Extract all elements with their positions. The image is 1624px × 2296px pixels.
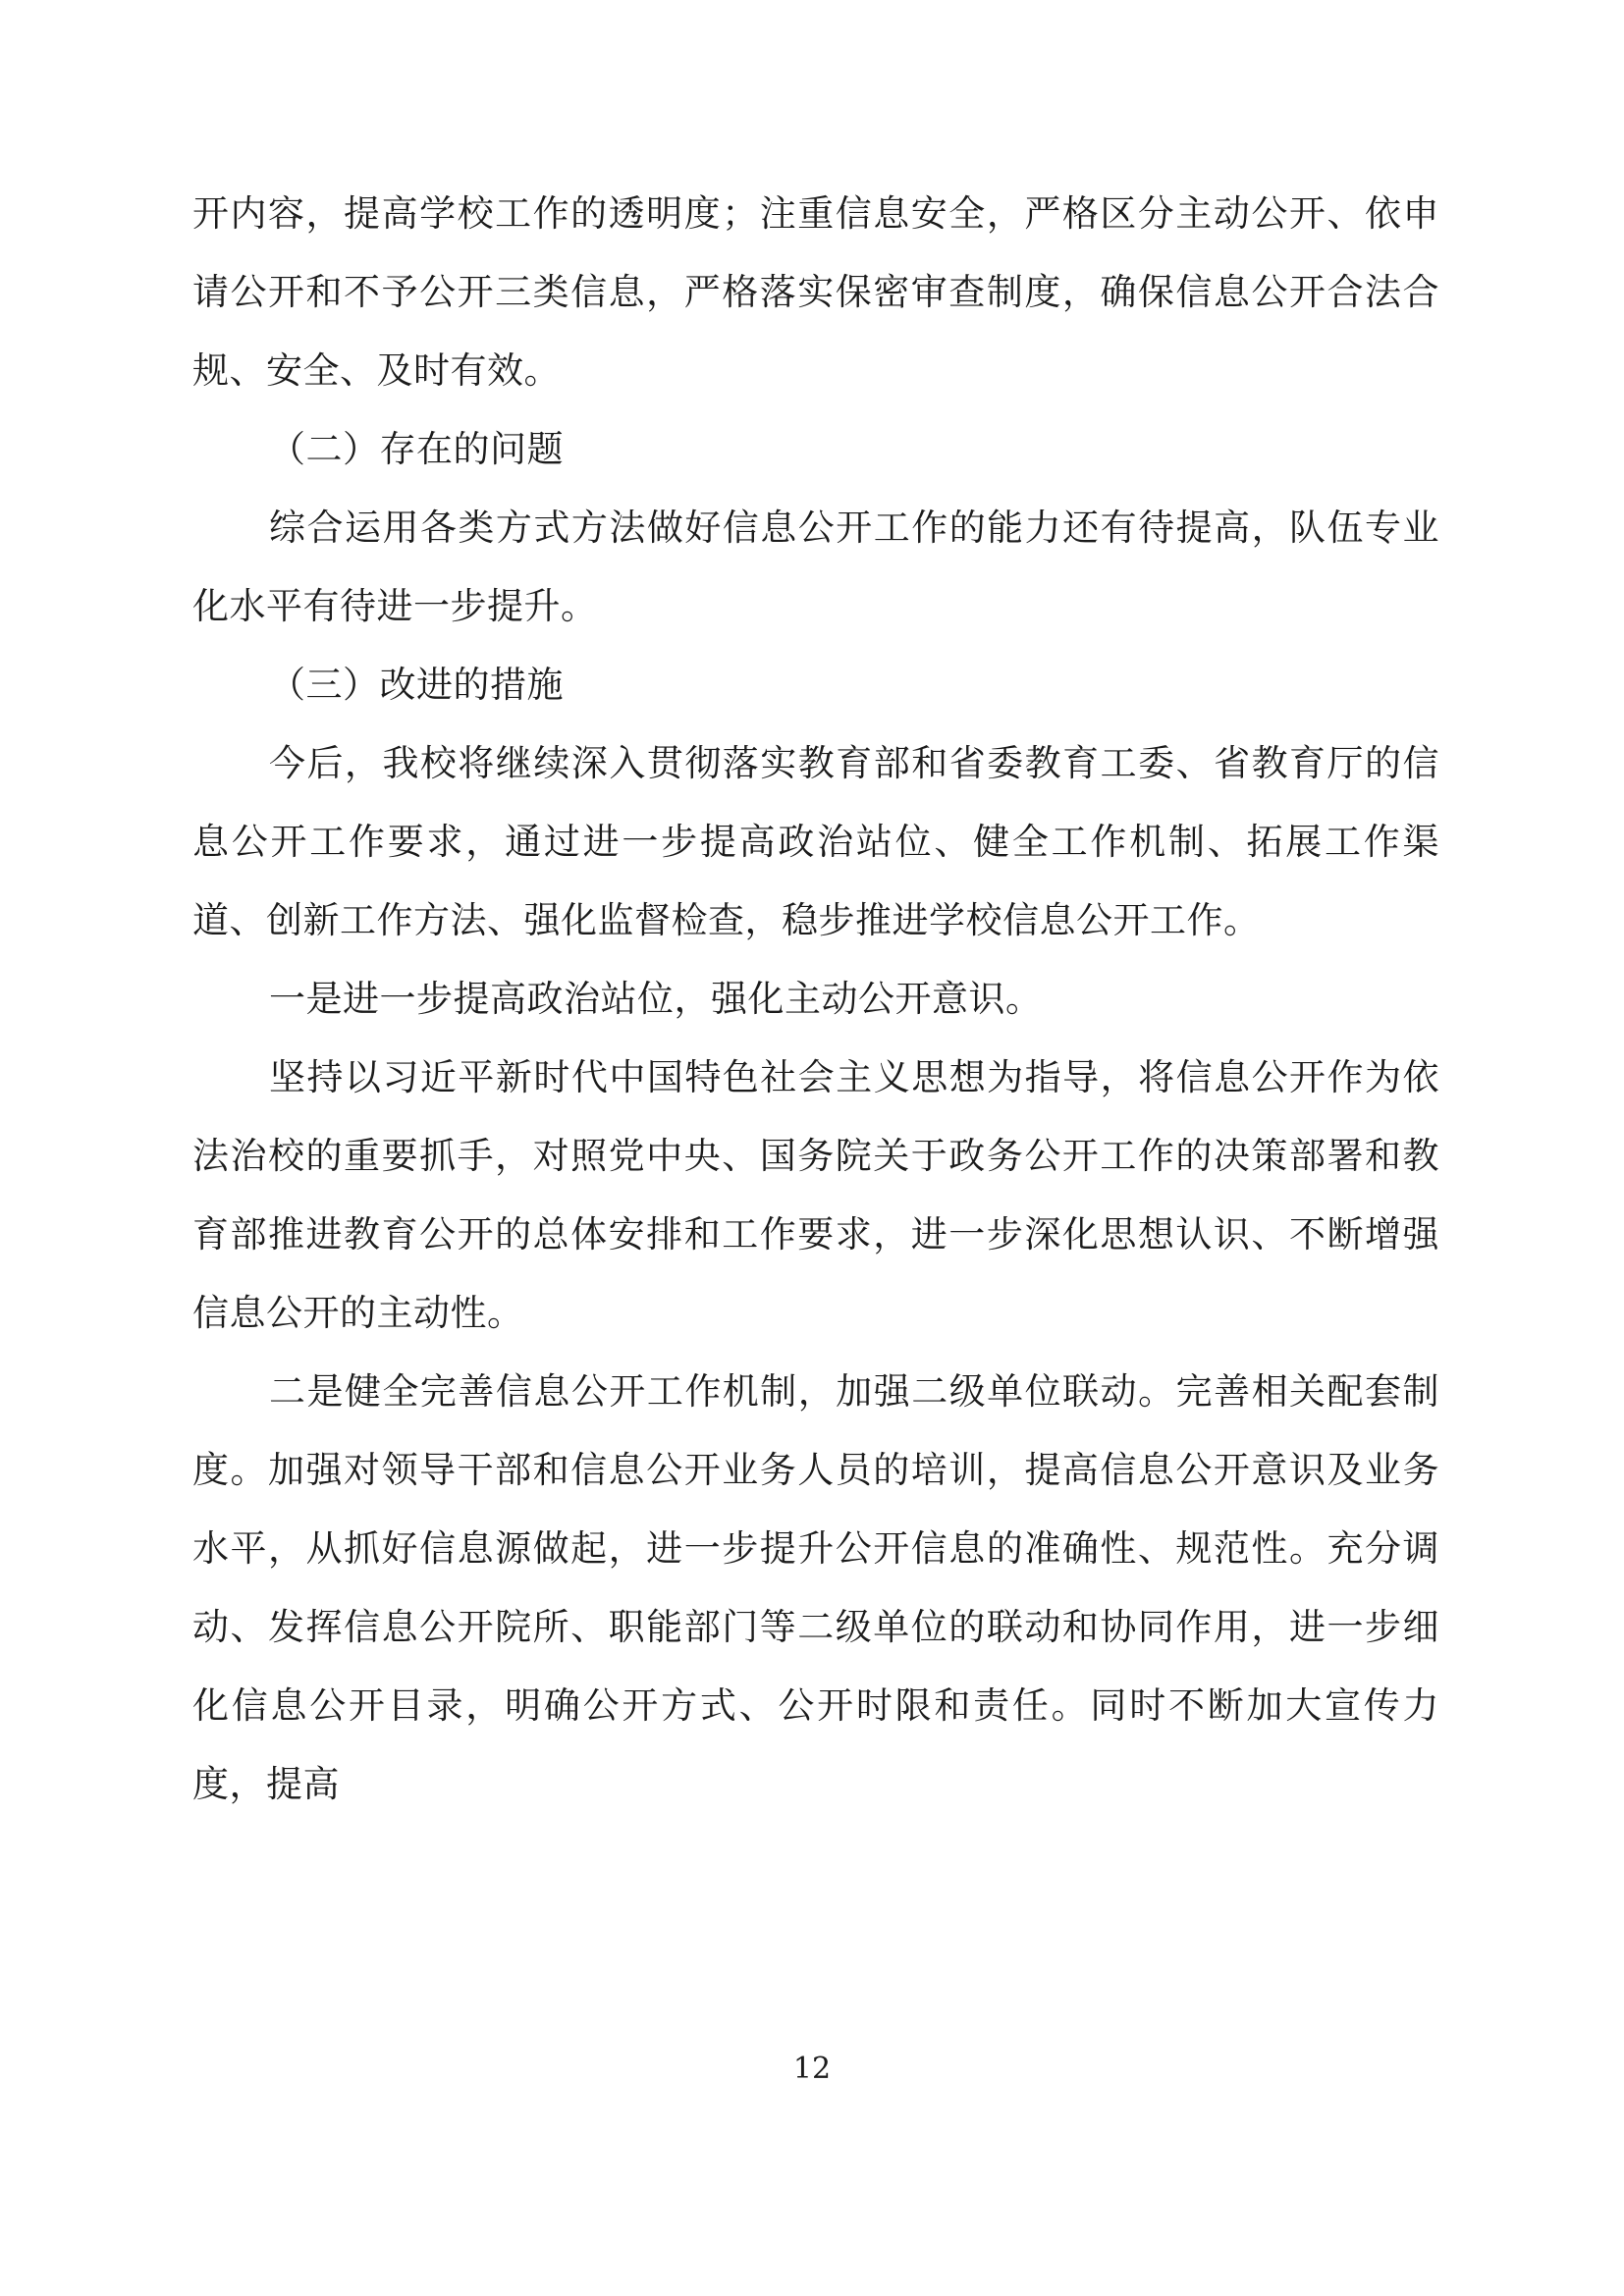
paragraph-improvement-measures: 今后，我校将继续深入贯彻落实教育部和省委教育工委、省教育厅的信息公开工作要求，通过进一步提高政治站位、健全工作机制、拓展工作渠道、创新工作方法、强化监督检查，稳步推进学校信息公开工作。: [192, 742, 1439, 941]
paragraph-continued-open-content: 开内容，提高学校工作的透明度；注重信息安全，严格区分主动公开、依申请公开和不予公开三类信息，严格落实保密审查制度，确保信息公开合法合规、安全、及时有效。: [192, 192, 1439, 392]
paragraph-existing-problems: 综合运用各类方式方法做好信息公开工作的能力还有待提高，队伍专业化水平有待进一步提升。: [192, 507, 1439, 627]
heading-measure-one: 一是进一步提高政治站位，强化主动公开意识。: [269, 978, 1043, 1020]
heading-existing-problems: （二）存在的问题: [269, 428, 564, 470]
heading-improvement-measures: （三）改进的措施: [269, 664, 564, 706]
paragraph-measure-one: 坚持以习近平新时代中国特色社会主义思想为指导，将信息公开作为依法治校的重要抓手，对照党中央、国务院关于政务公开工作的决策部署和教育部推进教育公开的总体安排和工作要求，进一步深化思想认识、不断增强信息公开的主动性。: [192, 1056, 1439, 1334]
page-number: 12: [792, 2052, 832, 2086]
document-body: [192, 175, 1439, 1824]
paragraph-measure-two: 二是健全完善信息公开工作机制，加强二级单位联动。完善相关配套制度。加强对领导干部和信息公开业务人员的培训，提高信息公开意识及业务水平，从抓好信息源做起，进一步提升公开信息的准确性、规范性。充分调动、发挥信息公开院所、职能部门等二级单位的联动和协同作用，进一步细化信息公开目录，明确公开方式、公开时限和责任。同时不断加大宣传力度，提高: [192, 1370, 1439, 1805]
